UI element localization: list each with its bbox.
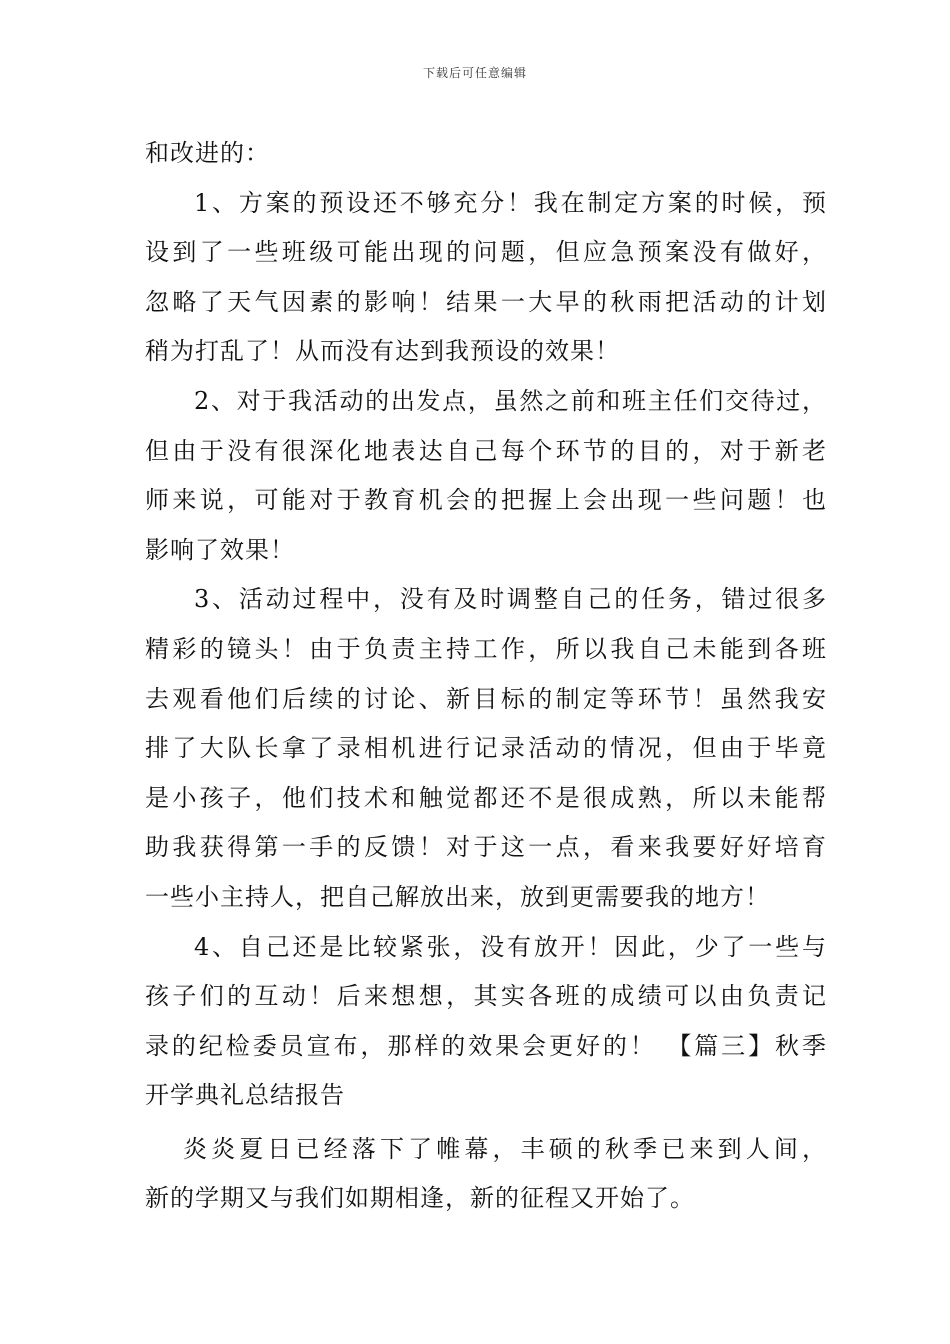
paragraph-line: 1、方案的预设还不够充分！我在制定方案的时候，预 — [194, 188, 827, 217]
document-body — [145, 129, 827, 1224]
paragraph-line: 3、活动过程中，没有及时调整自己的任务，错过很多 — [194, 585, 827, 614]
paragraph-line: 影响了效果！ — [145, 535, 295, 564]
paragraph-line: 孩子们的互动！后来想想，其实各班的成绩可以由负责记 — [145, 982, 827, 1011]
paragraph-line: 录的纪检委员宣布，那样的效果会更好的！ 【篇三】秋季 — [145, 1031, 827, 1060]
paragraph-line: 精彩的镜头！由于负责主持工作，所以我自己未能到各班 — [145, 634, 827, 663]
paragraph-line: 一些小主持人，把自己解放出来，放到更需要我的地方！ — [145, 882, 770, 911]
paragraph-line: 设到了一些班级可能出现的问题，但应急预案没有做好， — [145, 238, 827, 267]
page-header: 下载后可任意编辑 — [422, 66, 527, 80]
paragraph-line: 助我获得第一手的反馈！对于这一点，看来我要好好培育 — [145, 833, 827, 862]
paragraph-line: 炎炎夏日已经落下了帷幕，丰硕的秋季已来到人间， — [183, 1134, 827, 1163]
section-title-line: 开学典礼总结报告 — [145, 1081, 345, 1110]
paragraph-line: 4、自己还是比较紧张，没有放开！因此，少了一些与 — [194, 932, 827, 961]
paragraph-line: 是小孩子，他们技术和触觉都还不是很成熟，所以未能帮 — [145, 783, 827, 812]
paragraph-line: 去观看他们后续的讨论、新目标的制定等环节！虽然我安 — [145, 684, 827, 713]
paragraph-line: 师来说，可能对于教育机会的把握上会出现一些问题！也 — [145, 486, 827, 515]
paragraph-line: 2、对于我活动的出发点，虽然之前和班主任们交待过， — [194, 386, 827, 415]
paragraph-line: 但由于没有很深化地表达自己每个环节的目的，对于新老 — [145, 436, 827, 465]
paragraph-line: 新的学期又与我们如期相逢，新的征程又开始了。 — [145, 1184, 695, 1213]
paragraph-line: 排了大队长拿了录相机进行记录活动的情况，但由于毕竟 — [145, 734, 827, 763]
paragraph-line: 和改进的： — [145, 139, 270, 167]
paragraph-line: 忽略了天气因素的影响！结果一大早的秋雨把活动的计划 — [145, 287, 827, 316]
paragraph-line: 稍为打乱了！从而没有达到我预设的效果！ — [145, 337, 620, 366]
